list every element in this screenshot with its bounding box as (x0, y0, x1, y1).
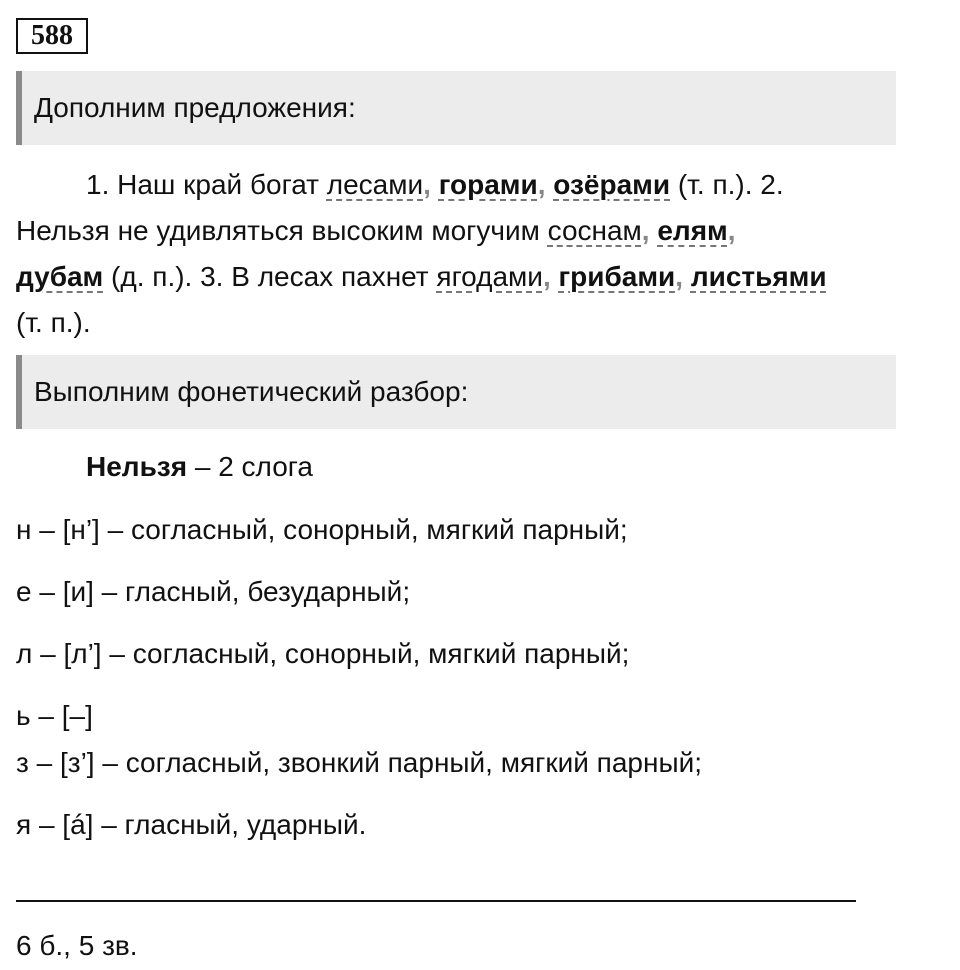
word-yagodami: ягодами (436, 261, 543, 292)
phonetic-line: н – [н’] – согласный, сонорный, мягкий парный; (16, 514, 628, 545)
word-elyam: елям (657, 215, 728, 246)
summary-count: 6 б., 5 зв. (16, 930, 138, 961)
phonetic-line: ь – [–] (16, 700, 93, 731)
analysis-word-line (86, 450, 313, 484)
section-header-text: Дополним предложения: (34, 92, 356, 123)
phonetic-line: л – [л’] – согласный, сонорный, мягкий парный; (16, 638, 630, 669)
task-number: 588 (16, 18, 88, 54)
section-header-text: Выполним фонетический разбор: (34, 376, 469, 407)
word-sosnam: соснам (547, 215, 642, 246)
word-ozerami: озёрами (553, 169, 671, 200)
phonetic-line: я – [á] – гласный, ударный. (16, 809, 367, 840)
word-gribami: грибами (558, 261, 676, 292)
word-dubam: дубам (16, 261, 104, 292)
syllable-count: – 2 слога (187, 451, 313, 482)
section-header-complete (16, 71, 896, 145)
word-lesami: лесами (326, 169, 424, 200)
phonetic-line: е – [и] – гласный, безударный; (16, 576, 411, 607)
phonetic-line: з – [з’] – согласный, звонкий парный, мягкий парный; (16, 747, 702, 778)
analysis-word: Нельзя (86, 451, 188, 482)
sentences-paragraph: 1. Наш край богат лесами, горами, озёрами (т. п.). 2. Нельзя не удивляться высоким могучим соснам, елям, дубам (д. п.). 3. В лесах пахнет ягодами, грибами, листьями (т. п.). (16, 169, 827, 338)
word-gorami: горами (438, 169, 538, 200)
section-header-phonetic (16, 355, 896, 429)
divider-line (16, 900, 856, 902)
word-listyami: листьями (690, 261, 827, 292)
